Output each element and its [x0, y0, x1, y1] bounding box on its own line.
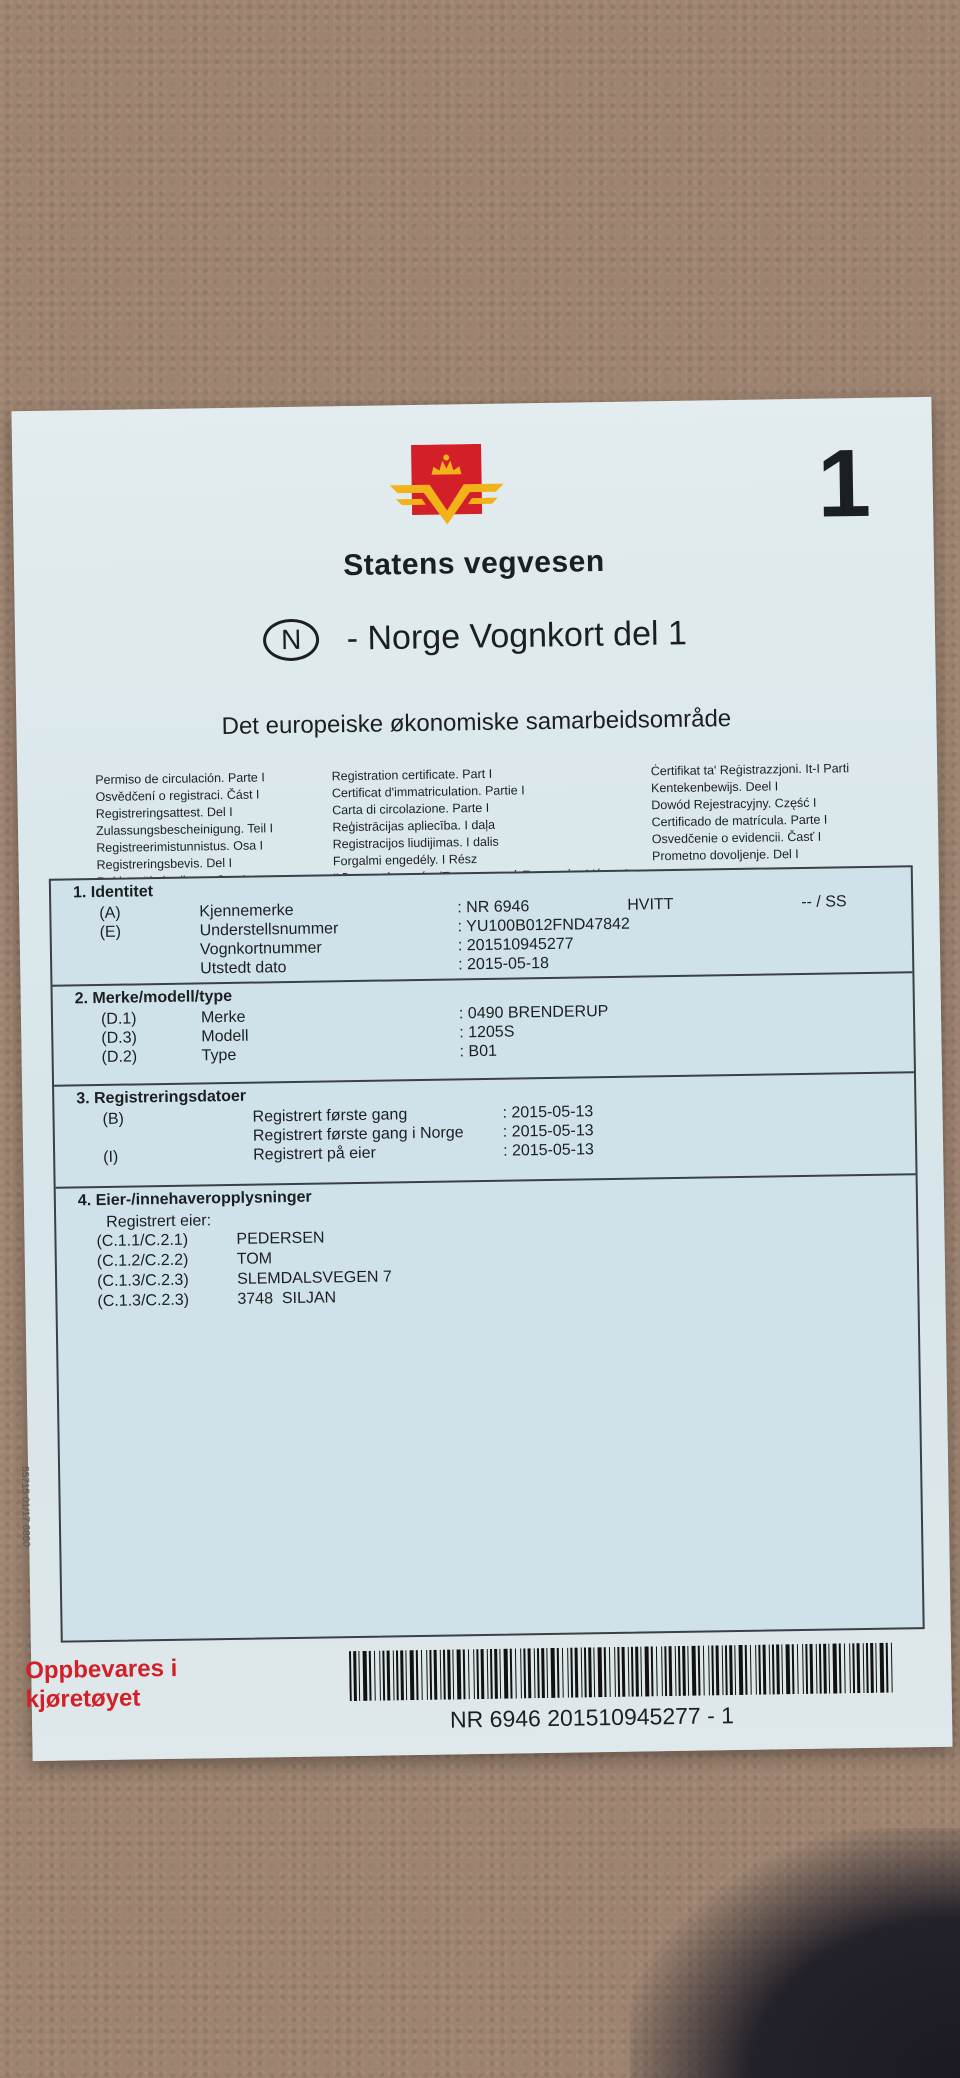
barcode-bar	[769, 1645, 771, 1695]
barcode-bar	[429, 1650, 432, 1700]
barcode-bar	[575, 1648, 579, 1698]
barcode-bar	[473, 1649, 475, 1699]
barcode-bar	[891, 1643, 893, 1693]
barcode-bar	[758, 1645, 761, 1695]
language-title: Registracijos liudijimas. I dalis	[332, 834, 499, 852]
field-code: (I)	[103, 1148, 119, 1166]
barcode-bar	[396, 1650, 399, 1700]
barcode-bar	[617, 1647, 620, 1697]
barcode-bar	[379, 1651, 381, 1701]
barcode-bar	[819, 1644, 822, 1694]
barcode-bar	[772, 1644, 775, 1694]
barcode-bar	[387, 1651, 391, 1701]
barcode-bar	[510, 1649, 513, 1699]
field-value: : 2015-05-18	[458, 954, 550, 974]
section-title: 2. Merke/modell/type	[74, 987, 233, 1008]
field-value: : NR 6946	[457, 898, 530, 917]
barcode-bar	[781, 1644, 783, 1694]
barcode-bar	[651, 1646, 654, 1696]
barcode-bar	[452, 1650, 454, 1700]
barcode-bar	[870, 1643, 874, 1693]
barcode-bar	[537, 1648, 540, 1698]
barcode-bar	[447, 1650, 451, 1700]
keep-note-line: kjøretøyet	[25, 1684, 141, 1714]
barcode-bar	[393, 1650, 395, 1700]
barcode-bar	[797, 1644, 799, 1694]
field-label: Registrert første gang	[252, 1106, 408, 1126]
barcode-bar	[499, 1649, 501, 1699]
barcode-bar	[839, 1643, 842, 1693]
barcode-bar	[358, 1651, 360, 1701]
organization-name: Statens vegvesen	[342, 545, 605, 583]
barcode-bar	[421, 1650, 423, 1700]
language-title: Ċertifikat ta' Reġistrazzjoni. It-I Parti	[650, 761, 850, 779]
barcode-bar	[669, 1646, 673, 1696]
field-code: (C.1.3/C.2.3)	[97, 1291, 190, 1311]
field-value: : 2015-05-13	[502, 1103, 594, 1122]
barcode-bar	[416, 1650, 419, 1700]
barcode-bar	[656, 1646, 658, 1696]
barcode-bar	[776, 1644, 780, 1694]
barcode-bar	[682, 1646, 686, 1696]
barcode-bar	[698, 1646, 701, 1696]
barcode-bar	[504, 1649, 509, 1699]
barcode-bar	[857, 1643, 861, 1693]
barcode-bar	[440, 1650, 442, 1700]
field-code	[52, 959, 200, 980]
barcode-bar	[635, 1647, 639, 1697]
field-label: Registrert på eier	[253, 1144, 377, 1164]
barcode-bar	[661, 1646, 663, 1696]
document-title: - Norge Vognkort del 1	[346, 614, 688, 658]
language-title: Certificado de matrícula. Parte I	[651, 812, 828, 830]
barcode-bar	[593, 1647, 595, 1697]
barcode-bar	[631, 1647, 634, 1697]
barcode-bar	[852, 1643, 855, 1693]
barcode-bar	[570, 1648, 573, 1698]
field-code: (D.1)	[100, 1010, 137, 1028]
section-title: 1. Identitet	[72, 883, 154, 902]
barcode-bar	[546, 1648, 548, 1698]
field-value: TOM	[236, 1250, 273, 1268]
language-title: Certificat d'immatriculation. Partie I	[331, 783, 525, 801]
form-print-code: 55715 01/17 6880	[19, 1466, 32, 1547]
barcode-bar	[828, 1644, 830, 1694]
barcode-bar	[810, 1644, 814, 1694]
barcode-bar	[640, 1647, 642, 1697]
barcode-bar	[349, 1651, 352, 1701]
barcode-bar	[833, 1644, 838, 1694]
language-title: Dowód Rejestracyjny. Część I	[651, 795, 817, 813]
field-code: (C.1.2/C.2.2)	[96, 1251, 189, 1271]
barcode-bar	[353, 1651, 357, 1701]
barcode-bar	[886, 1643, 889, 1693]
field-value: : 2015-05-13	[503, 1141, 594, 1160]
document-title-row	[15, 609, 936, 665]
barcode-bar	[494, 1649, 498, 1699]
barcode-bar	[692, 1646, 697, 1696]
language-title: Carta di circolazione. Parte I	[332, 800, 490, 818]
field-value: : 1205S	[459, 1023, 515, 1042]
field-code: (D.3)	[101, 1029, 138, 1047]
barcode-bar	[369, 1651, 372, 1701]
barcode-bar	[405, 1650, 407, 1700]
barcode-bar	[588, 1647, 592, 1697]
language-title: Registration certificate. Part I	[331, 766, 493, 784]
barcode-text: NR 6946 201510945277 - 1	[449, 1702, 735, 1733]
language-title: Reģistrācijas apliecība. I daļa	[332, 817, 496, 835]
barcode-bar	[792, 1644, 795, 1694]
language-title: Permiso de circulación. Parte I	[95, 770, 265, 788]
barcode-bar	[374, 1651, 376, 1701]
barcode-bar	[863, 1643, 865, 1693]
field-value: 3748 SILJAN	[237, 1289, 337, 1308]
section-identity	[51, 867, 913, 986]
barcode-bar	[645, 1646, 650, 1696]
field-label: Vognkortnummer	[199, 939, 322, 959]
country-code-badge: N	[263, 619, 320, 662]
keep-note-line: Oppbevares i	[25, 1654, 178, 1685]
barcode-bar	[880, 1643, 885, 1693]
field-label: Registrert første gang i Norge	[252, 1124, 464, 1145]
barcode-bar	[739, 1645, 744, 1695]
field-code	[52, 940, 200, 961]
language-title: Registreringsbevis. Del I	[96, 855, 233, 873]
barcode-bar	[410, 1650, 415, 1700]
barcode-bar	[363, 1651, 368, 1701]
barcode-bar	[622, 1647, 626, 1697]
section-registration-dates	[54, 1073, 915, 1188]
barcode-bar	[457, 1649, 462, 1699]
barcode-bar	[551, 1648, 556, 1698]
language-title: Kentekenbewijs. Deel I	[650, 779, 779, 796]
language-title: Zulassungsbescheinigung. Teil I	[95, 821, 274, 839]
field-code: (D.2)	[101, 1048, 138, 1066]
background-dark-corner	[630, 1828, 960, 2078]
barcode-bar	[609, 1647, 611, 1697]
barcode-bar	[614, 1647, 616, 1697]
language-column-1	[95, 768, 333, 891]
language-title: Registreerimistunnistus. Osa I	[96, 838, 264, 856]
barcode-bar	[711, 1645, 714, 1695]
page-number: 1	[816, 429, 872, 538]
barcode-bar	[528, 1648, 532, 1698]
field-label: Type	[201, 1046, 237, 1065]
field-extra: -- / SS	[801, 893, 847, 911]
barcode-bar	[664, 1646, 667, 1696]
barcode-bar	[468, 1649, 470, 1699]
field-code: (B)	[102, 1110, 125, 1128]
field-label: Modell	[201, 1027, 249, 1046]
language-title: Registreringsattest. Del I	[95, 804, 233, 822]
barcode-bar	[678, 1646, 681, 1696]
barcode-bar	[382, 1651, 385, 1701]
barcode-bar	[584, 1647, 587, 1697]
section-make-model	[52, 973, 913, 1086]
barcode-bar	[523, 1648, 526, 1698]
barcode-bar	[675, 1646, 677, 1696]
barcode-bar	[400, 1650, 404, 1700]
barcode-bar	[515, 1649, 517, 1699]
language-title: Forgalmi engedély. I Rész	[332, 852, 478, 869]
barcode-bar	[729, 1645, 733, 1695]
barcode-bar	[476, 1649, 479, 1699]
field-code: (C.1.3/C.2.3)	[97, 1271, 189, 1291]
barcode-bar	[703, 1646, 705, 1696]
field-value: PEDERSEN	[236, 1229, 325, 1248]
barcode-bar	[708, 1646, 710, 1696]
section-owner	[56, 1175, 918, 1312]
barcode-bar	[786, 1644, 791, 1694]
barcode-bar	[567, 1648, 569, 1698]
barcode	[349, 1643, 895, 1702]
barcode-bar	[802, 1644, 804, 1694]
barcode-bar	[628, 1647, 630, 1697]
barcode-bar	[763, 1645, 767, 1695]
barcode-bar	[687, 1646, 689, 1696]
barcode-bar	[722, 1645, 724, 1695]
field-value: : 0490 BRENDERUP	[458, 1003, 609, 1023]
field-value: SLEMDALSVEGEN 7	[236, 1268, 392, 1288]
field-label: Utstedt dato	[200, 959, 287, 978]
document-subtitle: Det europeiske økonomiske samarbeidsområde	[221, 705, 732, 741]
language-column-3	[651, 760, 889, 883]
barcode-bar	[755, 1645, 757, 1695]
field-value: : 2015-05-13	[502, 1122, 594, 1141]
barcode-bar	[487, 1649, 489, 1699]
barcode-bar	[443, 1650, 446, 1700]
language-title: Osvědčení o registraci. Část I	[95, 787, 260, 805]
field-label: Understellsnummer	[199, 920, 339, 940]
statens-vegvesen-logo-icon	[387, 444, 506, 534]
barcode-bar	[520, 1648, 522, 1698]
barcode-bar	[490, 1649, 493, 1699]
barcode-bar	[816, 1644, 818, 1694]
owner-subtitle: Registrert eier:	[106, 1212, 212, 1231]
language-column-2	[332, 763, 653, 887]
barcode-bar	[875, 1643, 877, 1693]
barcode-bar	[823, 1644, 827, 1694]
barcode-bar	[745, 1645, 748, 1695]
language-title: Osvedčenie o evidencii. Časť I	[651, 829, 822, 847]
field-value: : 201510945277	[457, 935, 574, 955]
barcode-bar	[866, 1643, 869, 1693]
barcode-bar	[562, 1648, 564, 1698]
barcode-bar	[581, 1648, 583, 1698]
barcode-bar	[734, 1645, 736, 1695]
barcode-bar	[716, 1645, 720, 1695]
barcode-bar	[849, 1643, 851, 1693]
barcode-bar	[604, 1647, 607, 1697]
barcode-bar	[598, 1647, 603, 1697]
barcode-bar	[434, 1650, 438, 1700]
field-label: Merke	[200, 1008, 246, 1027]
barcode-bar	[541, 1648, 545, 1698]
section-title: 4. Eier-/innehaveropplysninger	[77, 1188, 312, 1210]
registration-certificate-document	[11, 397, 952, 1761]
barcode-bar	[534, 1648, 536, 1698]
keep-in-vehicle-note	[25, 1654, 178, 1714]
field-label: Kjennemerke	[199, 901, 294, 921]
barcode-bar	[426, 1650, 428, 1700]
barcode-bar	[463, 1649, 466, 1699]
barcode-bar	[557, 1648, 560, 1698]
barcode-bar	[844, 1643, 846, 1693]
field-color: HVITT	[627, 895, 674, 914]
barcode-bar	[481, 1649, 485, 1699]
barcode-bar	[805, 1644, 808, 1694]
language-title: Prometno dovoljenje. Del I	[652, 846, 799, 864]
barcode-bar	[750, 1645, 752, 1695]
field-code: (C.1.1/C.2.1)	[96, 1231, 189, 1251]
field-value: : B01	[459, 1042, 498, 1061]
field-code: (E)	[99, 923, 122, 941]
section-title: 3. Registreringsdatoer	[76, 1087, 247, 1108]
barcode-bar	[725, 1645, 728, 1695]
field-value: : YU100B012FND47842	[457, 915, 630, 936]
field-code: (A)	[99, 904, 121, 922]
registration-form-table	[49, 865, 925, 1642]
